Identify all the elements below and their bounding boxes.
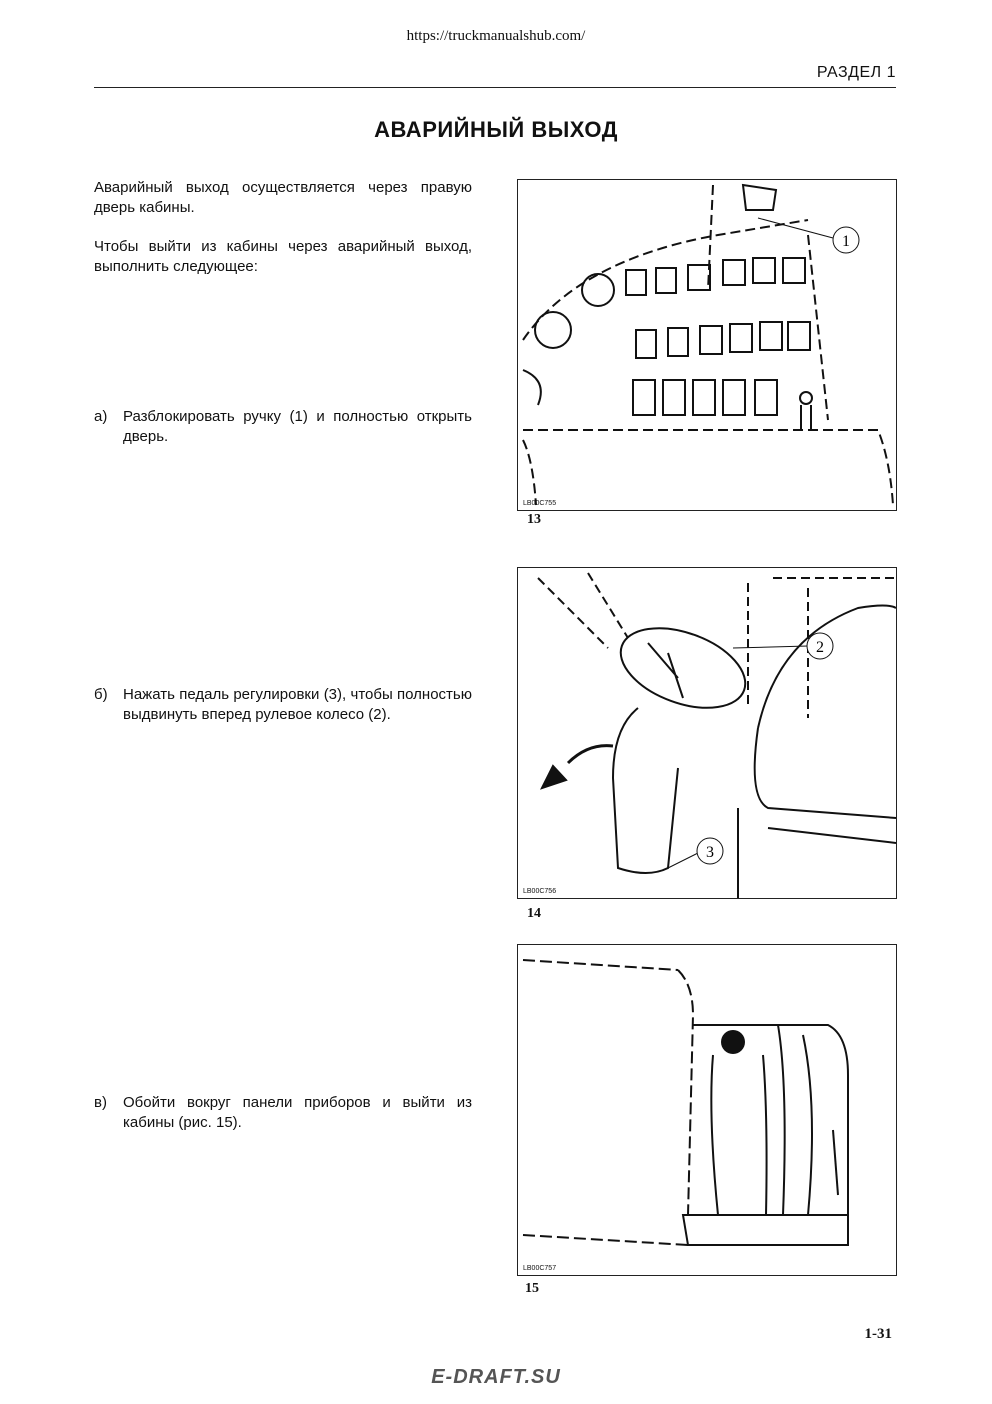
figure-13-number: 13 [527, 512, 541, 527]
figure-code: LB00C757 [523, 1265, 557, 1272]
step-text: Обойти вокруг панели приборов и выйти из кабины (рис. 15). [123, 1094, 472, 1131]
figure-code: LB00C756 [523, 888, 557, 895]
section-label: РАЗДЕЛ 1 [816, 64, 896, 81]
callout-leader [758, 218, 833, 238]
intro-paragraph-1: Аварийный выход осуществляется через правую дверь кабины. [94, 179, 472, 216]
dashboard-illustration [518, 180, 896, 510]
callout-2-label: 2 [816, 639, 824, 656]
watermark-logo: E-DRAFT.SU [431, 1366, 561, 1388]
operator-head [721, 1030, 745, 1054]
step-marker: а) [94, 408, 108, 425]
figure-15-number: 15 [525, 1281, 539, 1296]
figure-14-steering [517, 567, 897, 899]
callout-3-label: 3 [706, 844, 714, 861]
step-a [94, 407, 472, 447]
step-text: Разблокировать ручку (1) и полностью открыть дверь. [123, 408, 472, 445]
page-title: АВАРИЙНЫЙ ВЫХОД [374, 117, 618, 142]
figure-15-exit [517, 944, 897, 1276]
page-number: 1-31 [864, 1326, 892, 1342]
step-marker: в) [94, 1094, 107, 1111]
step-marker: б) [94, 686, 108, 703]
exit-illustration [518, 945, 896, 1275]
source-url: https://truckmanualshub.com/ [406, 28, 586, 44]
callout-leader [668, 853, 698, 868]
figure-13-dashboard [517, 179, 897, 511]
step-c [94, 1093, 472, 1133]
figure-code: LB00C755 [523, 500, 557, 507]
header-rule [94, 87, 896, 88]
figure-14-number: 14 [527, 906, 541, 921]
step-text: Нажать педаль регулировки (3), чтобы полностью выдвинуть вперед рулевое колесо (2). [123, 686, 472, 723]
step-b [94, 685, 472, 725]
intro-paragraph-2: Чтобы выйти из кабины через аварийный выход, выполнить следующее: [94, 238, 472, 275]
steering-illustration [518, 568, 896, 898]
callout-1-label: 1 [842, 233, 850, 250]
